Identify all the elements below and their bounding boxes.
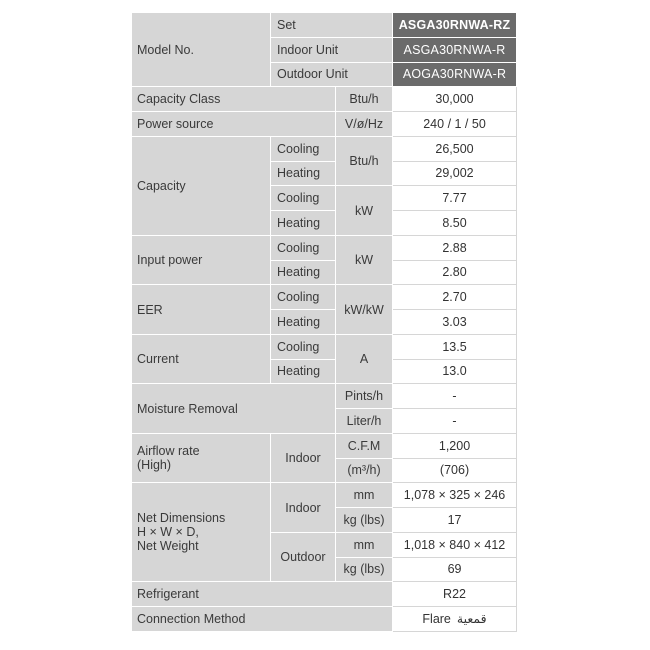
capacity-cooling-btu: 26,500 (393, 136, 517, 161)
current-cooling-label: Cooling (271, 334, 336, 359)
dimensions-outdoor-unit-kg: kg (lbs) (336, 557, 393, 582)
eer-unit: kW/kW (336, 285, 393, 335)
model-indoor-value: ASGA30RNWA-R (393, 37, 517, 62)
connection-method-row (132, 607, 517, 632)
capacity-class-label: Capacity Class (132, 87, 336, 112)
model-set-value: ASGA30RNWA-RZ (393, 13, 517, 38)
spec-table (131, 12, 517, 632)
net-dimensions-line3: Net Weight (137, 539, 199, 554)
connection-method-value-ar: قمعية (456, 611, 487, 627)
refrigerant-label: Refrigerant (132, 582, 393, 607)
capacity-class-unit: Btu/h (336, 87, 393, 112)
capacity-heating-label-kw: Heating (271, 211, 336, 236)
capacity-class-row (132, 87, 517, 112)
moisture-value-liter: - (393, 409, 517, 434)
moisture-unit-pints: Pints/h (336, 384, 393, 409)
input-power-unit: kW (336, 235, 393, 285)
indoor-unit-label: Indoor Unit (271, 37, 393, 62)
dimensions-indoor-unit-mm: mm (336, 483, 393, 508)
input-power-heating: 2.80 (393, 260, 517, 285)
net-dimensions-line1: Net Dimensions (137, 511, 226, 526)
moisture-unit-liter: Liter/h (336, 409, 393, 434)
airflow-value-m3h: (706) (393, 458, 517, 483)
eer-heating: 3.03 (393, 310, 517, 335)
refrigerant-row (132, 582, 517, 607)
refrigerant-value: R22 (393, 582, 517, 607)
eer-heating-label: Heating (271, 310, 336, 335)
current-label: Current (132, 334, 271, 384)
dimensions-outdoor-mm: 1,018 × 840 × 412 (393, 532, 517, 557)
airflow-label-line1: Airflow rate (137, 444, 200, 458)
capacity-class-value: 30,000 (393, 87, 517, 112)
power-source-label: Power source (132, 112, 336, 137)
eer-label: EER (132, 285, 271, 335)
model-no-label: Model No. (132, 13, 271, 87)
capacity-cooling-label: Cooling (271, 136, 336, 161)
model-row-set (132, 13, 517, 38)
moisture-row-pints (132, 384, 517, 409)
airflow-label-line2: (High) (137, 458, 172, 472)
capacity-heating-label: Heating (271, 161, 336, 186)
eer-row-cooling (132, 285, 517, 310)
outdoor-unit-label: Outdoor Unit (271, 62, 393, 87)
capacity-cooling-label-kw: Cooling (271, 186, 336, 211)
dimensions-indoor-unit-kg: kg (lbs) (336, 508, 393, 533)
net-dimensions-label (132, 483, 271, 582)
dimensions-outdoor-label: Outdoor (271, 532, 336, 582)
current-heating-label: Heating (271, 359, 336, 384)
input-power-heating-label: Heating (271, 260, 336, 285)
airflow-label (132, 433, 271, 483)
net-dimensions-line2: H × W × D, (137, 525, 199, 540)
airflow-unit-m3h: (m³/h) (336, 458, 393, 483)
set-label: Set (271, 13, 393, 38)
capacity-kw-unit: kW (336, 186, 393, 236)
input-power-cooling: 2.88 (393, 235, 517, 260)
connection-method-value-en: Flare (422, 612, 451, 627)
eer-cooling-label: Cooling (271, 285, 336, 310)
airflow-value-cfm: 1,200 (393, 433, 517, 458)
power-source-value: 240 / 1 / 50 (393, 112, 517, 137)
moisture-value-pints: - (393, 384, 517, 409)
eer-cooling: 2.70 (393, 285, 517, 310)
current-heating: 13.0 (393, 359, 517, 384)
power-source-unit: V/ø/Hz (336, 112, 393, 137)
capacity-btu-unit: Btu/h (336, 136, 393, 186)
model-outdoor-value: AOGA30RNWA-R (393, 62, 517, 87)
airflow-unit-cfm: C.F.M (336, 433, 393, 458)
capacity-heating-kw: 8.50 (393, 211, 517, 236)
capacity-label: Capacity (132, 136, 271, 235)
dimensions-outdoor-unit-mm: mm (336, 532, 393, 557)
current-cooling: 13.5 (393, 334, 517, 359)
capacity-heating-btu: 29,002 (393, 161, 517, 186)
power-source-row (132, 112, 517, 137)
moisture-removal-label: Moisture Removal (132, 384, 336, 434)
input-power-label: Input power (132, 235, 271, 285)
airflow-indoor-label: Indoor (271, 433, 336, 483)
current-unit: A (336, 334, 393, 384)
airflow-row-cfm (132, 433, 517, 458)
input-power-cooling-label: Cooling (271, 235, 336, 260)
current-row-cooling (132, 334, 517, 359)
dimensions-indoor-mm: 1,078 × 325 × 246 (393, 483, 517, 508)
dimensions-indoor-label: Indoor (271, 483, 336, 533)
connection-method-label: Connection Method (132, 607, 393, 632)
dimensions-row-indoor-mm (132, 483, 517, 508)
capacity-row-cooling-btu (132, 136, 517, 161)
connection-method-value (393, 607, 517, 632)
dimensions-outdoor-kg: 69 (393, 557, 517, 582)
input-power-row-cooling (132, 235, 517, 260)
dimensions-indoor-kg: 17 (393, 508, 517, 533)
capacity-cooling-kw: 7.77 (393, 186, 517, 211)
